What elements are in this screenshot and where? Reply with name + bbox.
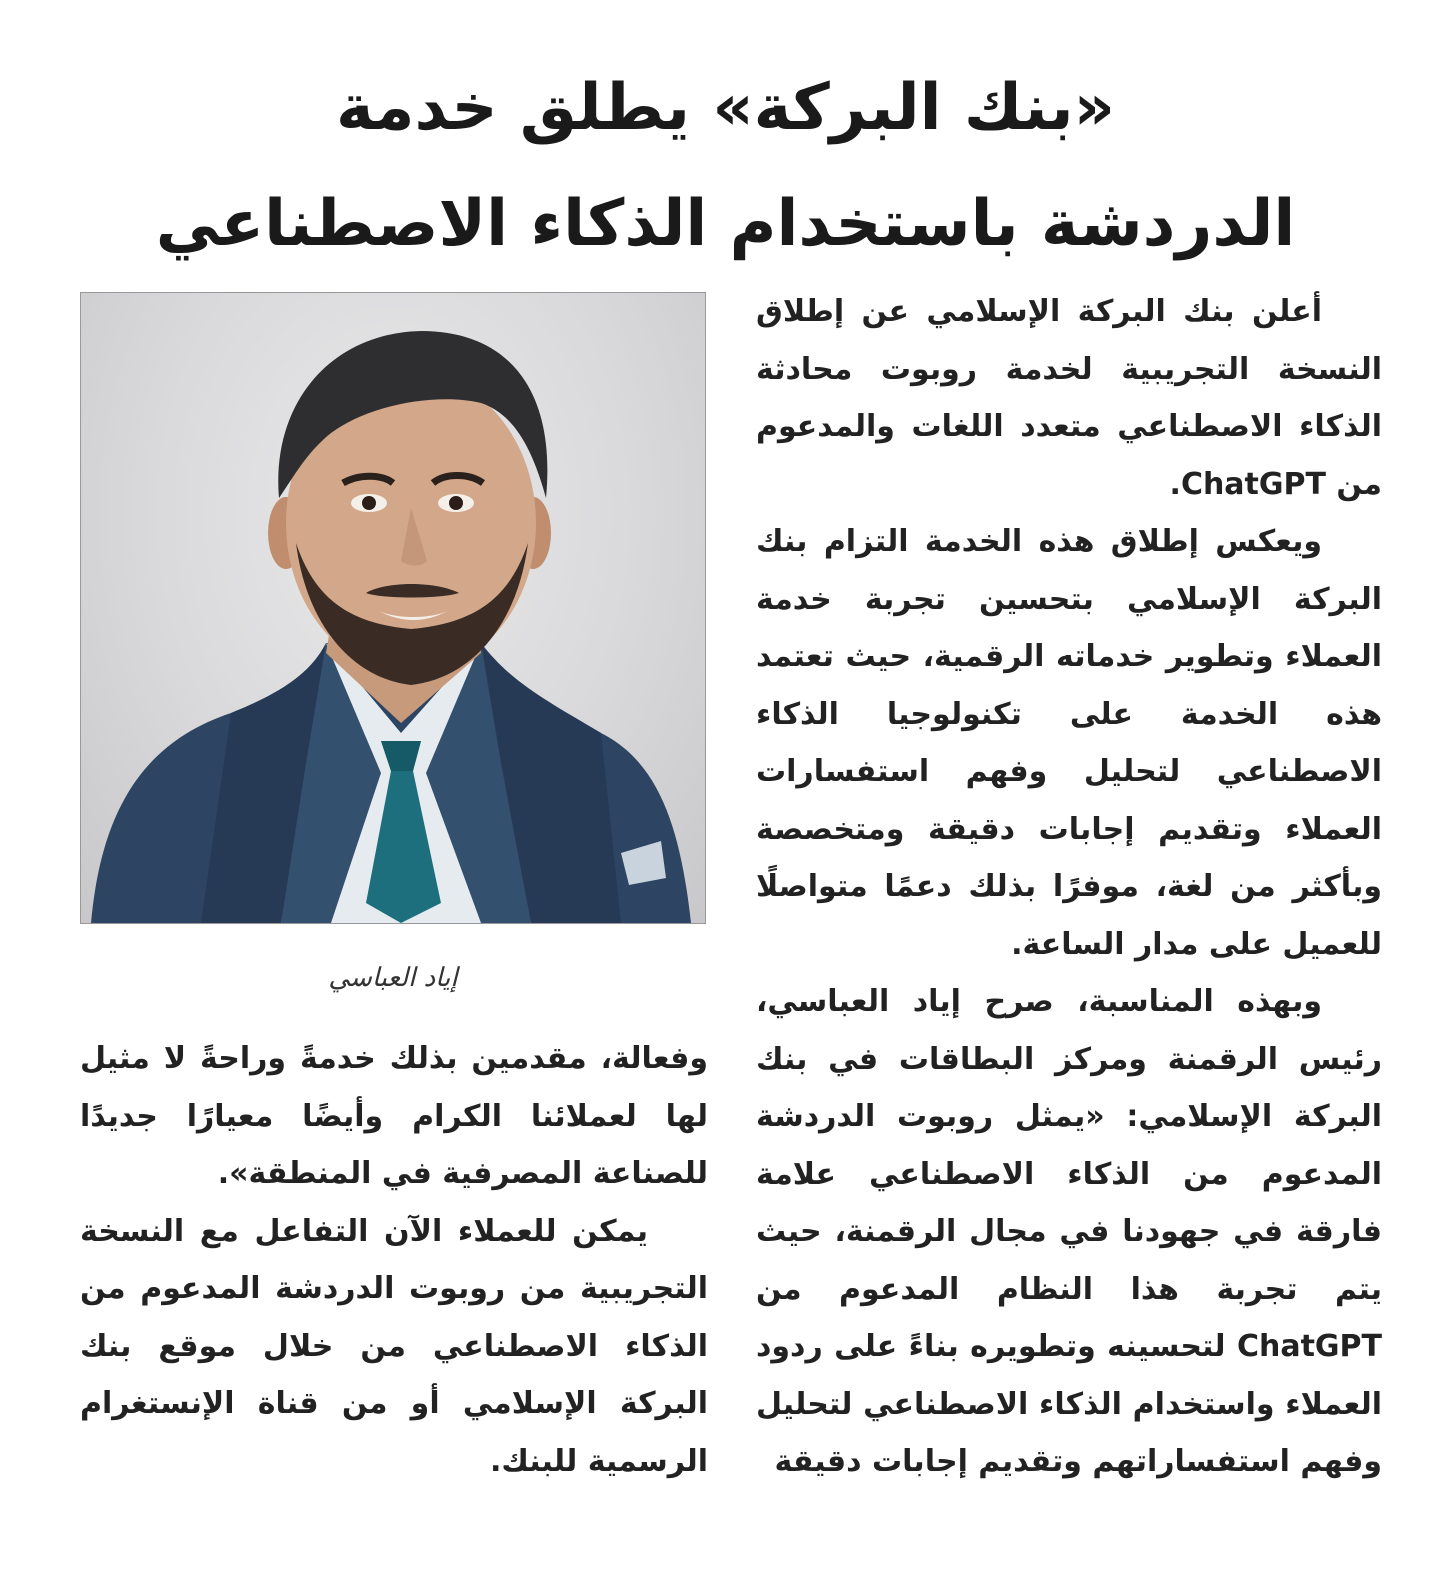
headline-line-2: الدردشة باستخدام الذكاء الاصطناعي xyxy=(155,187,1296,261)
paragraph-4: وفعالة، مقدمين بذلك خدمةً وراحةً لا مثيل لها لعملائنا الكرام وأيضًا معيارًا جديدًا للصناعة المصرفية في المنطقة». xyxy=(80,1041,708,1191)
headline-line-1: «بنك البركة» يطلق خدمة xyxy=(336,71,1115,145)
article-right-column xyxy=(756,283,1382,1491)
paragraph-5: يمكن للعملاء الآن التفاعل مع النسخة التجريبية من روبوت الدردشة المدعوم من الذكاء الاصطناعي من خلال موقع بنك البركة الإسلامي أو من قناة الإنستغرام الرسمية للبنك. xyxy=(80,1213,708,1479)
paragraph-2: ويعكس إطلاق هذه الخدمة التزام بنك البركة الإسلامي بتحسين تجربة خدمة العملاء وتطوير خدماته الرقمية، حيث تعتمد هذه الخدمة على تكنولوجيا الذكاء الاصطناعي لتحليل وفهم استفسارات العملاء وتقديم إجابات دقيقة ومتخصصة وبأكثر من لغة، موفرًا بذلك دعمًا متواصلًا للعميل على مدار الساعة. xyxy=(756,524,1382,962)
paragraph-3: وبهذه المناسبة، صرح إياد العباسي، رئيس الرقمنة ومركز البطاقات في بنك البركة الإسلامي: «يمثل روبوت الدردشة المدعوم من الذكاء الاصطناعي علامة فارقة في جهودنا في مجال الرقمنة، حيث يتم تجربة هذا النظام المدعوم من ChatGPT لتحسينه وتطويره بناءً على ردود العملاء واستخدام الذكاء الاصطناعي لتحليل وفهم استفساراتهم وتقديم إجابات دقيقة xyxy=(756,984,1382,1479)
paragraph-1: أعلن بنك البركة الإسلامي عن إطلاق النسخة التجريبية لخدمة روبوت محادثة الذكاء الاصطناعي متعدد اللغات والمدعوم من ChatGPT. xyxy=(756,294,1382,502)
article-left-column xyxy=(80,1030,708,1490)
photo-caption: إياد العباسي xyxy=(328,963,458,993)
portrait-illustration xyxy=(81,293,705,923)
portrait-photo xyxy=(80,292,706,924)
headline xyxy=(60,50,1391,282)
